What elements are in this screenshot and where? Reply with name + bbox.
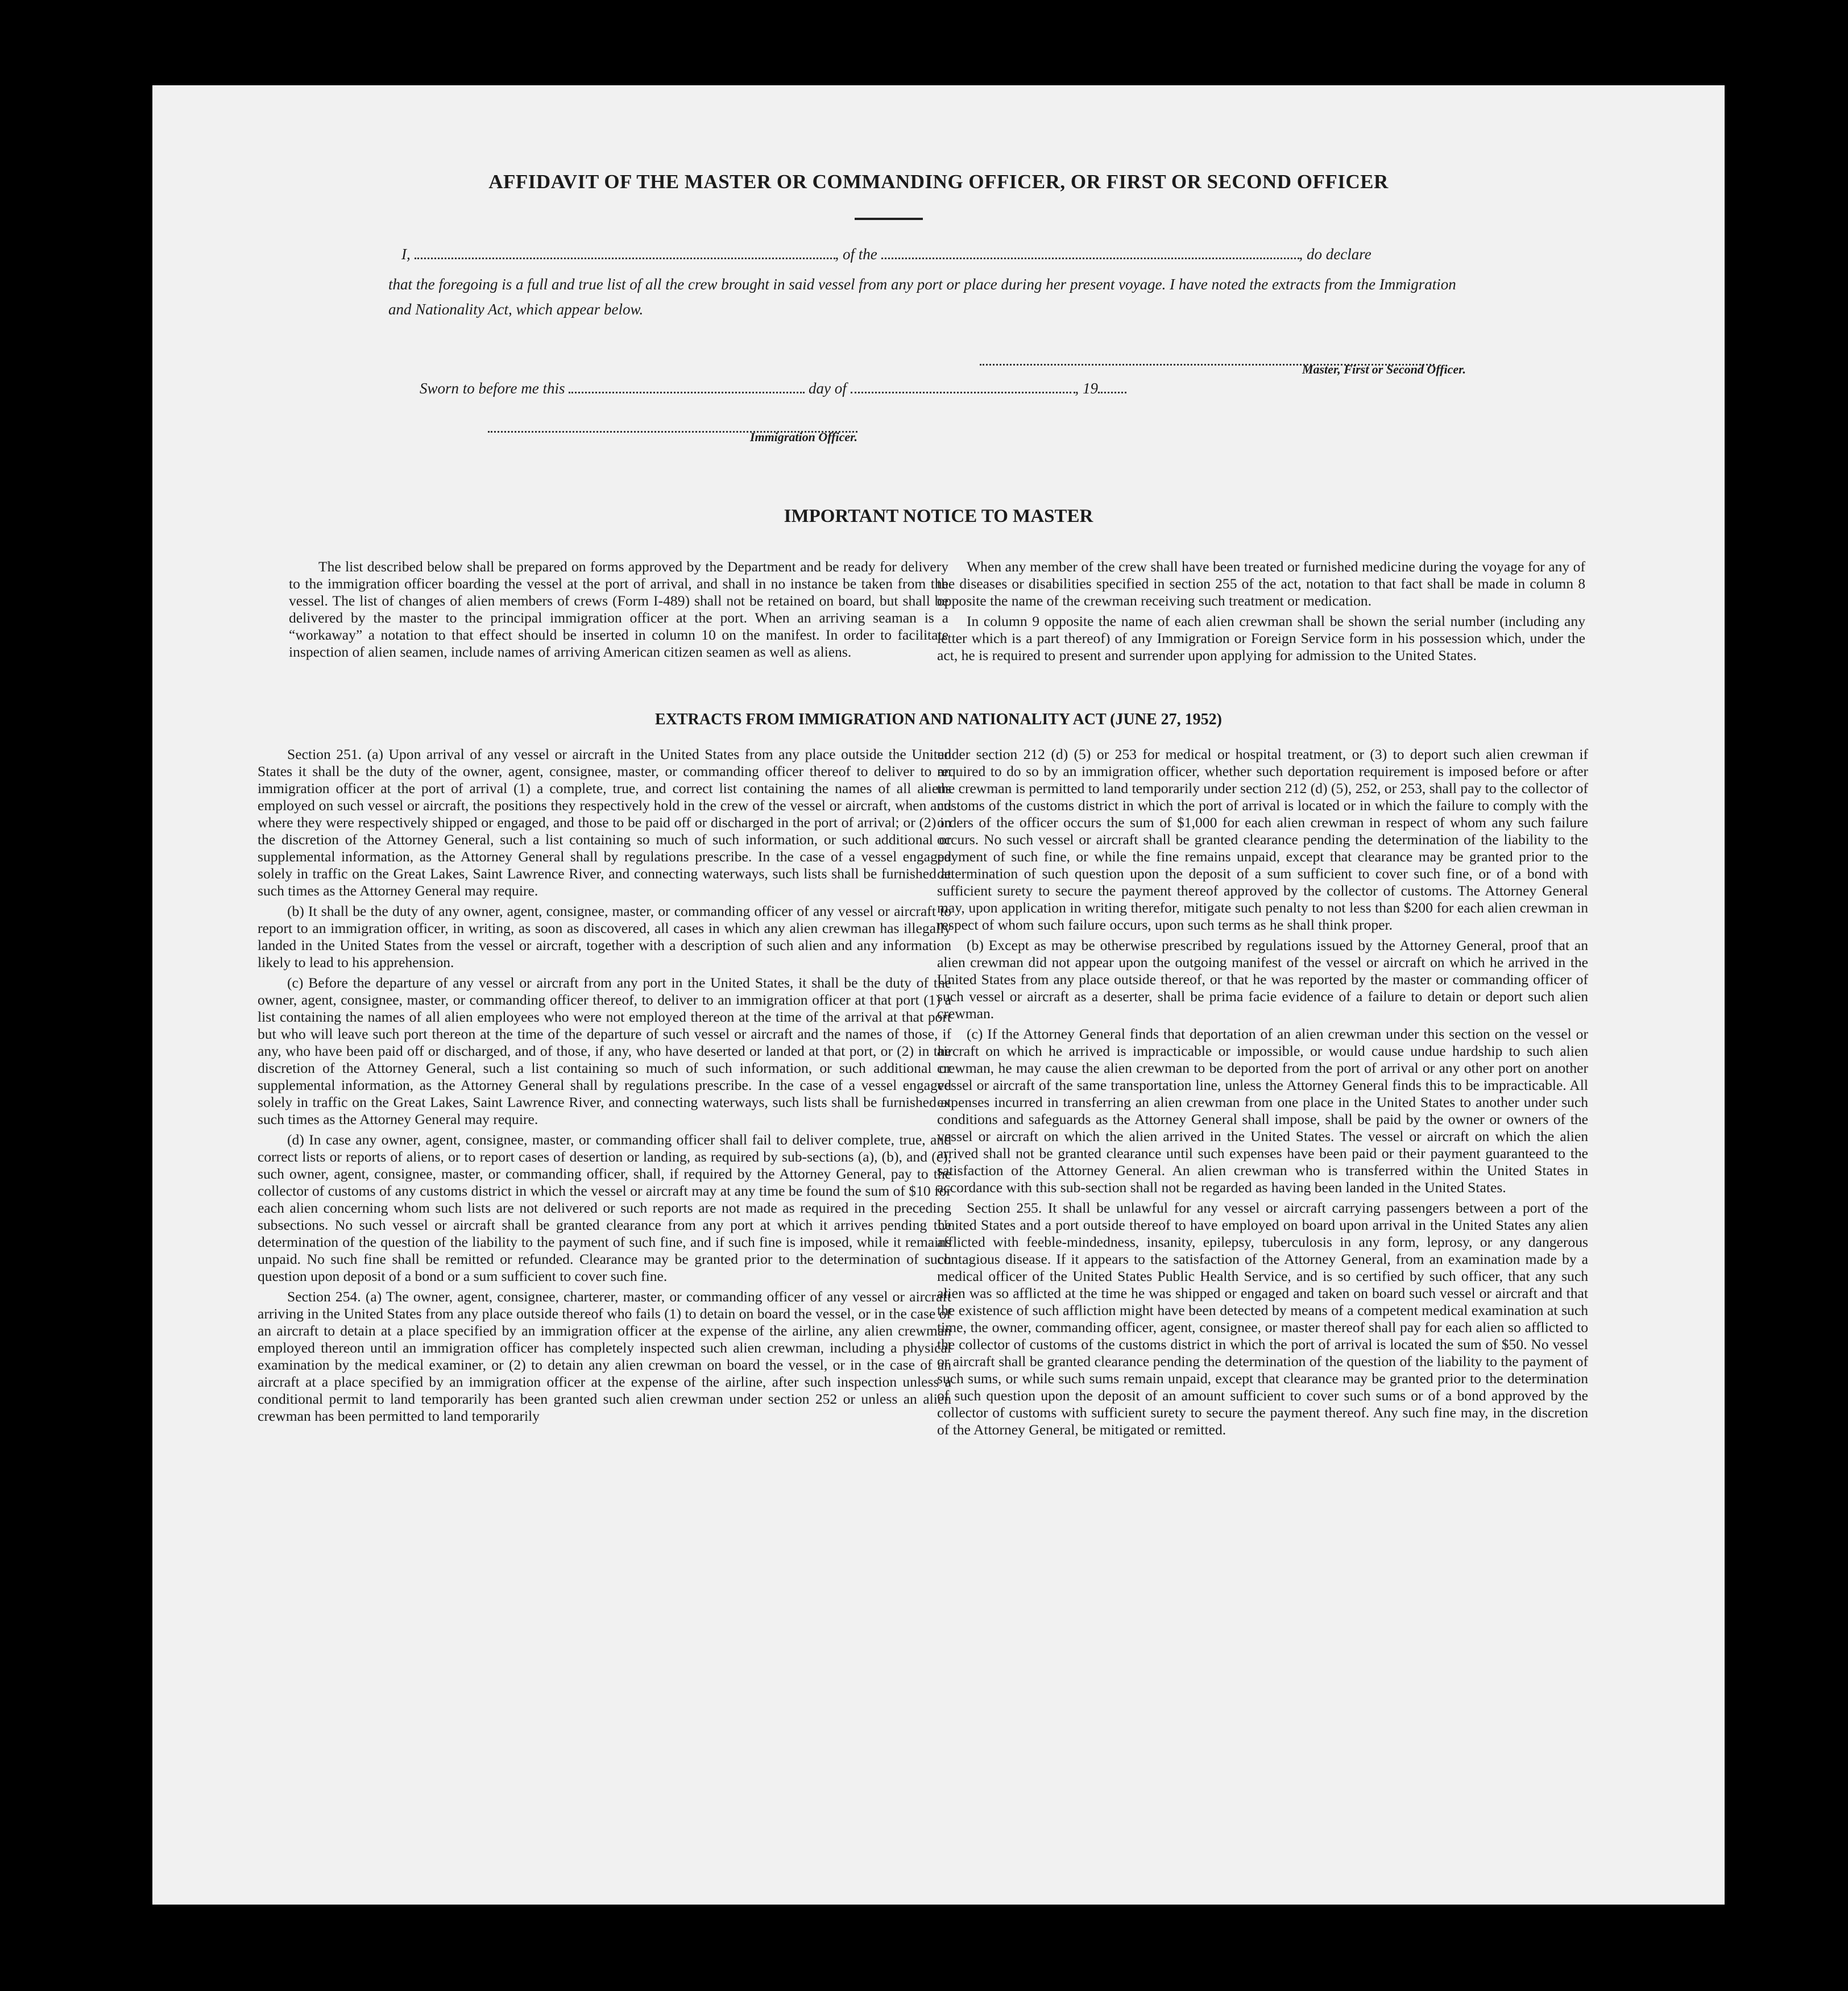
sworn-day-field[interactable] bbox=[569, 392, 805, 393]
title-rule bbox=[855, 218, 923, 220]
notice-paragraph: The list described below shall be prepared on forms approved by the Department and be ready for delivery to the immigration officer boarding the vessel at the port of arrival, and shall in no instance be taken from the vessel. The list of changes of alien members of crews (Form I-489) shall not be retained on board, but shall be delivered by the master to the principal immigration officer at the port. When an arriving seaman is a “workaway” a notation to that effect should be inserted in column 10 on the manifest. In order to facilitate inspection of alien seamen, include names of arriving American citizen seamen as well as aliens. bbox=[289, 558, 948, 660]
extracts-left-column bbox=[258, 746, 951, 1428]
immigration-officer-caption: Immigration Officer. bbox=[749, 430, 857, 444]
affidavit-title: AFFIDAVIT OF THE MASTER OR COMMANDING OFFICER, OR FIRST OR SECOND OFFICER bbox=[488, 171, 1389, 193]
vessel-name-field[interactable] bbox=[881, 258, 1299, 259]
extracts-right-column bbox=[937, 746, 1588, 1442]
section-254a: Section 254. (a) The owner, agent, consignee, charterer, master, or commanding officer of any vessel or aircraft arriving in the United States from any place outside thereof who fails (1) to detain on board the vessel, or in the case of an aircraft to detain at a place specified by an immigration officer at the expense of the airline, any alien crewman employed thereon until an immigration officer has completely inspected such alien crewman, including a physical examination by the medical examiner, or (2) to detain any alien crewman on board the vessel, or in the case of an aircraft at a place specified by an immigration officer at the expense of the airline, after such inspection unless a conditional permit to land temporarily has been granted such alien crewman under section 252 or unless an alien crewman has been permitted to land temporarily bbox=[258, 1288, 951, 1424]
of-the-label: , of the bbox=[835, 246, 877, 263]
i-label: I, bbox=[401, 246, 411, 263]
sworn-line bbox=[420, 380, 1301, 397]
document-page bbox=[152, 85, 1725, 1905]
section-255: Section 255. It shall be unlawful for any vessel or aircraft carrying passengers between a port of the United States and a port outside thereof to have employed on board upon arrival in the United States any alien afflicted with feeble-mindedness, insanity, epilepsy, tuberculosis in any form, leprosy, or any dangerous contagious disease. If it appears to the satisfaction of the Attorney General, from an examination made by a medical officer of the United States Public Health Service, and is so certified by such officer, that any such alien was so afflicted at the time he was shipped or engaged and taken on board such vessel or aircraft and that the existence of such affliction might have been detected by means of a competent medical examination at such time, the owner, commanding officer, agent, consignee, or master thereof shall pay for each alien so afflicted to the collector of customs of the customs district in which the port of arrival is located the sum of $50. No vessel or aircraft shall be granted clearance pending the determination of the question of the liability to the payment of such sums, or while such sums remain unpaid, except that clearance may be granted prior to the determination of such question upon the deposit of an amount sufficient to cover such sums or of a bond approved by the collector of customs with sufficient surety to secure the payment thereof. Any such fine may, in the discretion of the Attorney General, be mitigated or remitted. bbox=[937, 1200, 1588, 1438]
declaration-statement: that the foregoing is a full and true list of all the crew brought in said vessel from any port or place during her present voyage. I have noted the extracts from the Immigration and Nationality Act, which appear below. bbox=[388, 276, 1456, 318]
section-251a: Section 251. (a) Upon arrival of any vessel or aircraft in the United States from any place outside the United States it shall be the duty of the owner, agent, consignee, master, or commanding officer thereof to deliver to an immigration officer at the port of arrival (1) a complete, true, and correct list containing the names of all aliens employed on such vessel or aircraft, the positions they respectively hold in the crew of the vessel or aircraft, when and where they were respectively shipped or engaged, and those to be paid off or discharged in the port of arrival; or (2) in the discretion of the Attorney General, such a list containing so much of such information, or such additional or supplemental information, as the Attorney General shall by regulations prescribe. In the case of a vessel engaged solely in traffic on the Great Lakes, Saint Lawrence River, and connecting waterways, such lists shall be furnished at such times as the Attorney General may require. bbox=[258, 746, 951, 899]
section-251c: (c) Before the departure of any vessel or aircraft from any port in the United States, it shall be the duty of the owner, agent, consignee, master, or commanding officer thereof, to deliver to an immigration officer at that port (1) a list containing the names of all alien employees who were not employed thereon at the time of the arrival at that port but who will leave such port thereon at the time of the departure of such vessel or aircraft and the names of those, if any, who have been paid off or discharged, and of those, if any, who have deserted or landed at that port, or (2) in the discretion of the Attorney General, such a list containing so much of such information, or such additional or supplemental information, as the Attorney General shall by regulations prescribe. In the case of a vessel engaged solely in traffic on the Great Lakes, Saint Lawrence River, and connecting waterways, such lists shall be furnished at such times as the Attorney General may require. bbox=[258, 974, 951, 1127]
officer-name-field[interactable] bbox=[415, 258, 835, 259]
sworn-month-field[interactable] bbox=[851, 392, 1075, 393]
sworn-year-field[interactable] bbox=[1098, 392, 1126, 393]
section-251b: (b) It shall be the duty of any owner, agent, consignee, master, or commanding officer of any vessel or aircraft to report to an immigration officer, in writing, as soon as discovered, all cases in which any alien crewman has illegally landed in the United States from the vessel or aircraft, together with a description of such alien and any information likely to lead to his apprehension. bbox=[258, 903, 951, 970]
notice-paragraph: When any member of the crew shall have been treated or furnished medicine during the voyage for any of the diseases or disabilities specified in section 255 of the act, notation to that fact shall be made in column 8 opposite the name of the crewman receiving such treatment or medication. bbox=[937, 558, 1585, 609]
section-254a-continued: under section 212 (d) (5) or 253 for medical or hospital treatment, or (3) to deport such alien crewman if required to do so by an immigration officer, whether such deportation requirement is imposed before or after the crewman is permitted to land temporarily under section 212 (d) (5), 252, or 253, shall pay to the collector of customs of the customs district in which the port of arrival is located or in which the failure to comply with the orders of the officer occurs the sum of $1,000 for each alien crewman in respect of whom any such failure occurs. No such vessel or aircraft shall be granted clearance pending the determination of the liability to the payment of such fine, or while the fine remains unpaid, except that clearance may be granted prior to the determination of such question upon the deposit of a sum sufficient to cover such fine, or of a bond with sufficient surety to secure the payment thereof approved by the collector of customs. The Attorney General may, upon application in writing therefor, mitigate such penalty to not less than $200 for each alien crewman in respect of whom such failure occurs, upon such terms as he shall think proper. bbox=[937, 746, 1588, 933]
section-254b: (b) Except as may be otherwise prescribed by regulations issued by the Attorney General, proof that an alien crewman did not appear upon the outgoing manifest of the vessel or aircraft on which he arrived in the United States from any place outside thereof, or that he was reported by the master or commanding officer of such vessel or aircraft as a deserter, shall be prima facie evidence of a failure to detain or deport such alien crewman. bbox=[937, 937, 1588, 1022]
notice-right-column bbox=[937, 558, 1585, 667]
extracts-title: EXTRACTS FROM IMMIGRATION AND NATIONALITY ACT (JUNE 27, 1952) bbox=[655, 711, 1222, 728]
year-label: , 19 bbox=[1075, 380, 1098, 397]
day-of-label: day of bbox=[809, 380, 847, 397]
section-254c: (c) If the Attorney General finds that deportation of an alien crewman under this section on the vessel or aircraft on which he arrived is impracticable or impossible, or would cause undue hardship to such alien crewman, he may cause the alien crewman to be deported from the port of arrival or any other port on another vessel or aircraft of the same transportation line, unless the Attorney General finds this to be impracticable. All expenses incurred in transferring an alien crewman from one place in the United States to another under such conditions and safeguards as the Attorney General shall impose, shall be paid by the owner or owners of the vessel or aircraft on which the alien arrived in the United States. The vessel or aircraft on which the alien arrived shall not be granted clearance until such expenses have been paid or their payment guaranteed to the satisfaction of the Attorney General. An alien crewman who is transferred within the United States in accordance with this sub-section shall not be regarded as having been landed in the United States. bbox=[937, 1026, 1588, 1196]
do-declare-label: , do declare bbox=[1299, 246, 1372, 263]
notice-paragraph: In column 9 opposite the name of each alien crewman shall be shown the serial number (including any letter which is a part thereof) of any Immigration or Foreign Service form in his possession which, under the act, he is required to present and surrender upon applying for admission to the United States. bbox=[937, 613, 1585, 663]
notice-left-column bbox=[289, 558, 948, 664]
master-signature-caption: Master, First or Second Officer. bbox=[1302, 362, 1466, 376]
sworn-label: Sworn to before me this bbox=[420, 380, 565, 397]
notice-title: IMPORTANT NOTICE TO MASTER bbox=[784, 506, 1093, 526]
declaration-line bbox=[401, 246, 1470, 263]
section-251d: (d) In case any owner, agent, consignee, master, or commanding officer shall fail to deliver complete, true, and correct lists or reports of aliens, or to report cases of desertion or landing, as required by sub-sections (a), (b), and (c), such owner, agent, consignee, master, or commanding officer, shall, if required by the Attorney General, pay to the collector of customs of any customs district in which the vessel or aircraft may at any time be found the sum of $10 for each alien concerning whom such lists are not delivered or such reports are not made as required in the preceding subsections. No such vessel or aircraft shall be granted clearance from any port at which it arrives pending the determination of the question of the liability to the payment of such fine, and if such fine is imposed, while it remains unpaid. No such fine shall be remitted or refunded. Clearance may be granted prior to the determination of such question upon deposit of a bond or a sum sufficient to cover such fine. bbox=[258, 1131, 951, 1284]
